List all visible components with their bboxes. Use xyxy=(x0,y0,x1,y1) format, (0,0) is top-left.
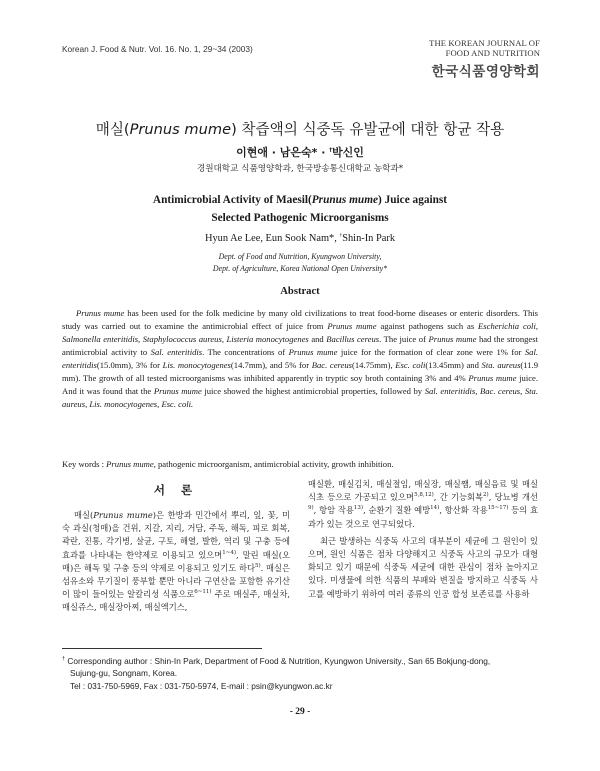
section-heading-introduction: 서 론 xyxy=(153,483,199,497)
korean-title: 매실(Prunus mume) 착즙액의 식중독 유발균에 대한 항균 작용 xyxy=(95,121,505,138)
footnote-divider xyxy=(62,648,262,649)
keywords: Key words : Prunus mume, pathogenic microorganism, antimicrobial activity, growth inhibition. xyxy=(62,459,394,469)
body-column-right: 매실환, 매실김치, 매실절임, 매실장, 매실쨈, 매실음료 및 매실식초 등으로 가공되고 있으며$^{5,8,12)}$, 간 기능회복$^{2)}$, 당뇨병 개선$^{9)}$, 항암 작용$^{13)}$, 순환기 질환 예방$^{14)}$, 항산화 작용$^{15\sim 17)}$ 등의 효과가 있는 것으로 연구되었다. 최근 발생하는 식중독 사고의 대부분이 세균에 그 원인이 있으며, 원인 식품은 점차 다양해지고 식중독 사고의 규모가 대형화되고 있기 때문에 식중독 세균에 대한 관심이 점차 높아지고 있다. 미생물에 의한 식품의 부패와 변질을 방지하고 식중독 사고를 예방하기 위하여 여러 종류의 인공 합성 보존료를 사용하 xyxy=(308,479,538,599)
korean-affiliation: 경원대학교 식품영양학과, 한국방송통신대학교 농학과* xyxy=(196,164,404,174)
journal-citation: Korean J. Food & Nutr. Vol. 16. No. 1, 29~34 (2003) xyxy=(62,44,253,54)
english-affiliation: Dept. of Food and Nutrition, Kyungwon University, Dept. of Agriculture, Korea National Open University* xyxy=(212,252,388,273)
korean-authors: 이현애 · 남은숙* · †박신인 xyxy=(236,146,364,159)
page-number: - 29 - xyxy=(289,707,311,717)
journal-name-en-line1: THE KOREAN JOURNAL OF xyxy=(429,38,540,48)
journal-name-en-line2: FOOD AND NUTRITION xyxy=(445,48,540,58)
journal-name-ko: 한국식품영양학회 xyxy=(431,64,540,80)
abstract-heading: Abstract xyxy=(280,286,320,297)
journal-masthead xyxy=(429,38,540,80)
english-authors: Hyun Ae Lee, Eun Sook Nam*, †Shin-In Park xyxy=(204,232,396,244)
abstract-body: Prunus mume has been used for the folk medicine by many old civilizations to treat food-borne diseases or enteric disorders. This study was carried out to examine the antimicrobial effect of juice from Prunus mume against pathogens such as Escherichia coli, Salmonella enteritidis, Staphylococcus aureus, Listeria monocytogenes and Bacillus cereus. The juice of Prunus mume had the strongest antimicrobial activity to Sal. enteritidis. The concentrations of Prunus mume juice for the formation of clear zone were 1% for Sal. enteritidis(15.0mm), 3% for Lis. monocytogenes(14.7mm), and 5% for Bac. cereus(14.75mm), Esc. coli(13.45mm) and Sta. aureus(11.9 mm). The growth of all tested microorganisms was inhibited apparently in tryptic soy broth containing 3% and 4% Prunus mume juice. And it was found that the Prunus mume juice showed the highest antimicrobial properties, followed by Sal. enteritidis, Bac. cereus, Sta. aureus, Lis. monocytogenes, Esc. coli. xyxy=(62,308,539,409)
english-title: Antimicrobial Activity of Maesil(Prunus mume) Juice against Selected Pathogenic Microorganisms xyxy=(152,194,448,224)
corresponding-author-footnote: † Corresponding author : Shin-In Park, Department of Food & Nutrition, Kyungwon University., San 65 Bokjung-dong, Sujung-gu, Songnam, Korea. Tel : 031-750-5969, Fax : 031-750-5974, E-mail : psin@kyungwon.ac.kr xyxy=(62,656,491,691)
body-column-left: 매실(Prunus mume)은 한방과 민간에서 뿌리, 잎, 꽃, 미숙 과실(청매)을 건위, 지갈, 지리, 거담, 주독, 해독, 피로 회복, 곽란, 진통, 각기병, 살균, 구토, 해열, 발한, 역리 및 구충 등에 효과를 나타내는 한약제로 이용되고 있으며$^{1\sim 4)}$, 말린 매실(오매)은 해독 및 구충 등의 약제로 이용되고 있기도 하다$^{5)}$. 매실은 섬유소와 무기질이 풍부할 뿐만 아니라 구연산을 포함한 유기산이 많이 들어있는 알칼리성 식품으로$^{6\sim 11)}$ 주로 매실주, 매실차, 매실쥬스, 매실장아찌, 매실엑기스, xyxy=(62,510,290,613)
